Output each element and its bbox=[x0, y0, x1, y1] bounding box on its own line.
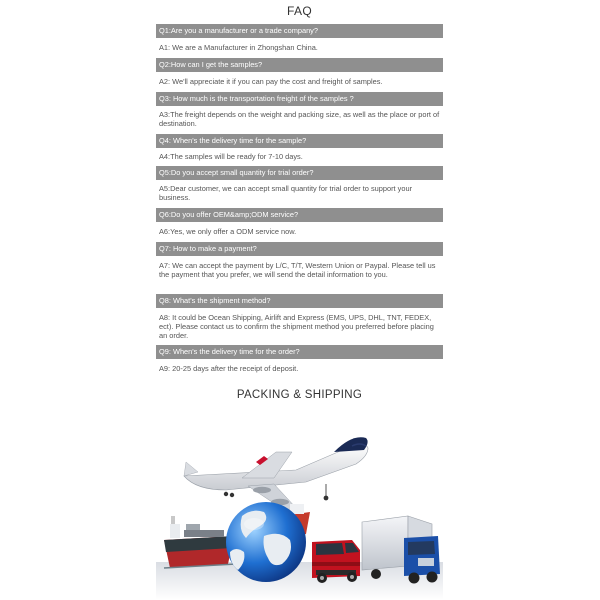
faq-question-5: Q5:Do you accept small quantity for trial order? bbox=[156, 166, 443, 180]
faq-heading: FAQ bbox=[287, 4, 312, 18]
faq-answer-3: A3:The freight depends on the weight and packing size, as well as the place or port of destination. bbox=[159, 110, 440, 128]
airplane-icon bbox=[184, 437, 368, 510]
faq-question-7: Q7: How to make a payment? bbox=[156, 242, 443, 256]
faq-answer-6: A6:Yes, we only offer a ODM service now. bbox=[159, 227, 297, 236]
faq-answer-5: A5:Dear customer, we can accept small quantity for trial order to support your business. bbox=[159, 184, 413, 202]
faq-question-4: Q4: When's the delivery time for the sample? bbox=[156, 134, 443, 148]
faq-answer-9: A9: 20-25 days after the receipt of deposit. bbox=[159, 364, 299, 373]
faq-question-8: Q8: What's the shipment method? bbox=[156, 294, 443, 308]
packing-shipping-heading: PACKING & SHIPPING bbox=[236, 389, 363, 401]
faq-answer-1: A1: We are a Manufacturer in Zhongshan China. bbox=[159, 43, 318, 52]
shipping-illustration bbox=[156, 412, 443, 600]
faq-answer-4: A4:The samples will be ready for 7-10 days. bbox=[159, 152, 303, 161]
faq-question-2: Q2:How can I get the samples? bbox=[156, 58, 443, 72]
globe-icon bbox=[226, 502, 306, 582]
cargo-ship-icon bbox=[164, 516, 236, 568]
faq-answer-8: A8: It could be Ocean Shipping, Airlift and Express (EMS, UPS, DHL, TNT, FEDEX, ect). Please contact us to confirm the shipment method you preferred before placing an order. bbox=[159, 313, 434, 340]
faq-question-1: Q1:Are you a manufacturer or a trade company? bbox=[156, 24, 443, 38]
faq-answer-7: A7: We can accept the payment by L/C, T/T, Western Union or Paypal. Please tell us the payment that you prefer, we will send the detail information to you. bbox=[159, 261, 436, 279]
delivery-van-icon bbox=[312, 540, 360, 583]
faq-answer-2: A2: We'll appreciate it if you can pay the cost and freight of samples. bbox=[159, 77, 383, 86]
faq-question-3: Q3: How much is the transportation freight of the samples ? bbox=[156, 92, 443, 106]
faq-question-9: Q9: When's the delivery time for the order? bbox=[156, 345, 443, 359]
faq-question-6: Q6:Do you offer OEM&amp;ODM service? bbox=[156, 208, 443, 222]
